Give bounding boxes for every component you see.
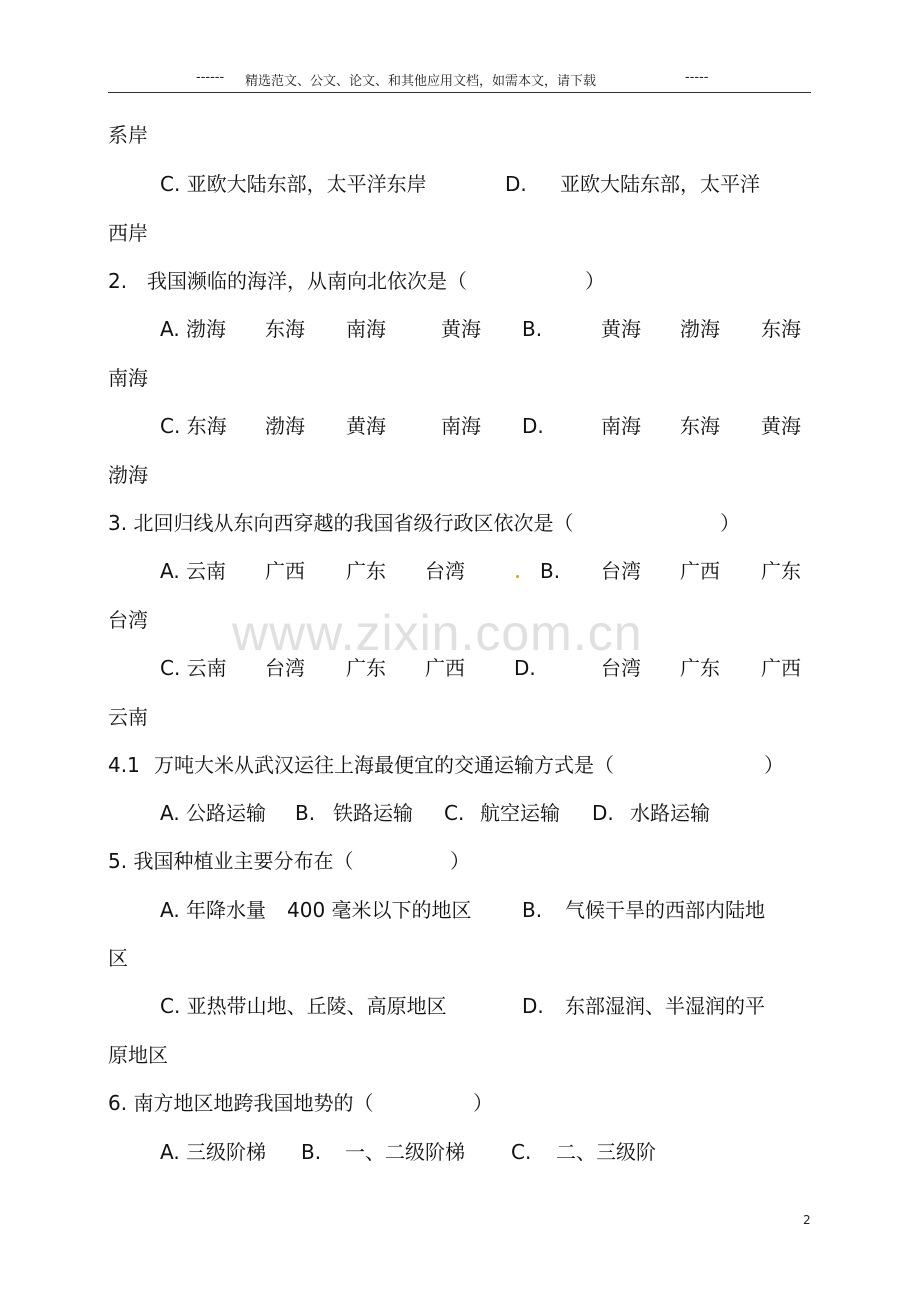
page-number: 2 — [803, 1213, 811, 1227]
option-item: C. — [444, 801, 465, 825]
page-header — [108, 66, 811, 93]
header-text: 精选范文、公文、论文、和其他应用文档，如需本文，请下载 — [245, 74, 597, 89]
header-dash-right: ----- — [685, 70, 709, 85]
text-line: 云南 — [108, 705, 148, 729]
question-number: 4.1 — [108, 753, 140, 777]
options-line — [0, 799, 920, 827]
text-line: 原地区 — [108, 1043, 168, 1067]
option-item: B. — [295, 801, 316, 825]
option-item: 东海 — [761, 317, 801, 341]
option-item: 渤海 — [680, 317, 720, 341]
watermark: www.zixin.com.cn — [232, 605, 643, 661]
question-text: 我国濒临的海洋，从南向北依次是（ — [147, 269, 467, 293]
option-item: 广西 — [265, 559, 305, 583]
option-item: 东部湿润、半湿润的平 — [565, 994, 765, 1018]
option-item: 黄海 — [441, 317, 481, 341]
option-item: 渤海 — [265, 414, 305, 438]
answer-bracket-close: ） — [450, 849, 470, 873]
option-item: D. — [522, 414, 544, 438]
option-item: D. — [592, 801, 614, 825]
header-dash-left: ------ — [196, 70, 225, 85]
question-text: 6. 南方地区地跨我国地势的（ — [108, 1091, 374, 1115]
question-3 — [0, 509, 920, 537]
answer-bracket-close: ） — [720, 511, 740, 535]
answer-bracket-close: ） — [473, 1091, 493, 1115]
option-item: 台湾 — [601, 559, 641, 583]
option-item: 东海 — [265, 317, 305, 341]
option-item: 广东 — [680, 656, 720, 680]
question-5 — [0, 847, 920, 875]
option-item: B. — [522, 317, 543, 341]
question-6 — [0, 1089, 920, 1117]
option-item: B. — [522, 898, 543, 922]
option-item: 台湾 — [265, 656, 305, 680]
option-item: 水路运输 — [630, 801, 710, 825]
answer-bracket-close: ） — [764, 753, 784, 777]
option-d-letter: D. — [505, 172, 527, 196]
question-text: 万吨大米从武汉运往上海最便宜的交通运输方式是（ — [154, 753, 614, 777]
text-line: 南海 — [108, 366, 148, 390]
option-item: A. 三级阶梯 — [160, 1140, 267, 1164]
option-item: 黄海 — [346, 414, 386, 438]
option-d-text: 亚欧大陆东部，太平洋 — [560, 172, 760, 196]
question-text: 5. 我国种植业主要分布在（ — [108, 849, 354, 873]
question-2 — [0, 267, 920, 295]
options-line — [0, 654, 920, 682]
option-item: C. 亚热带山地、丘陵、高原地区 — [160, 994, 447, 1018]
option-item: 东海 — [680, 414, 720, 438]
options-line — [0, 412, 920, 440]
option-item: 南海 — [601, 414, 641, 438]
option-item: 广东 — [346, 656, 386, 680]
text-line: 台湾 — [108, 608, 148, 632]
option-item: 广西 — [680, 559, 720, 583]
option-item: 一、二级阶梯 — [345, 1140, 465, 1164]
option-item: 南海 — [441, 414, 481, 438]
option-item: 广西 — [425, 656, 465, 680]
options-line — [0, 315, 920, 343]
options-line — [0, 992, 920, 1020]
option-item: 台湾 — [425, 559, 465, 583]
option-line-cd — [0, 170, 920, 198]
option-c: C. 亚欧大陆东部，太平洋东岸 — [160, 172, 427, 196]
option-item: 黄海 — [601, 317, 641, 341]
option-item: B. — [301, 1140, 322, 1164]
question-text: 3. 北回归线从东向西穿越的我国省级行政区依次是（ — [108, 511, 574, 535]
option-item: A. 渤海 — [160, 317, 227, 341]
text-line: 西岸 — [108, 221, 148, 245]
options-line — [0, 557, 920, 585]
option-item: A. 云南 — [160, 559, 227, 583]
option-item: D. — [522, 994, 544, 1018]
option-item: 广东 — [761, 559, 801, 583]
option-item: 铁路运输 — [333, 801, 413, 825]
options-line — [0, 1138, 920, 1166]
option-item: C. 云南 — [160, 656, 227, 680]
option-item: 广东 — [346, 559, 386, 583]
question-4 — [0, 751, 920, 779]
option-item: C. 东海 — [160, 414, 227, 438]
option-item: 广西 — [761, 656, 801, 680]
text-line: 渤海 — [108, 463, 148, 487]
options-line — [0, 896, 920, 924]
stray-dot — [516, 575, 519, 578]
option-item: 二、三级阶 — [556, 1140, 656, 1164]
option-item: A. 年降水量 — [160, 898, 267, 922]
option-item: C. — [511, 1140, 532, 1164]
text-line: 系岸 — [108, 123, 148, 147]
option-item: 台湾 — [601, 656, 641, 680]
question-number: 2. — [108, 269, 128, 293]
text-line: 区 — [108, 946, 128, 970]
answer-bracket-close: ） — [585, 269, 605, 293]
option-item: 黄海 — [761, 414, 801, 438]
option-item: 400 毫米以下的地区 — [287, 898, 472, 922]
option-item: 南海 — [346, 317, 386, 341]
option-item: D. — [514, 656, 536, 680]
option-item: A. 公路运输 — [160, 801, 267, 825]
option-item: 航空运输 — [480, 801, 560, 825]
option-item: 气候干旱的西部内陆地 — [565, 898, 765, 922]
option-item: B. — [540, 559, 561, 583]
